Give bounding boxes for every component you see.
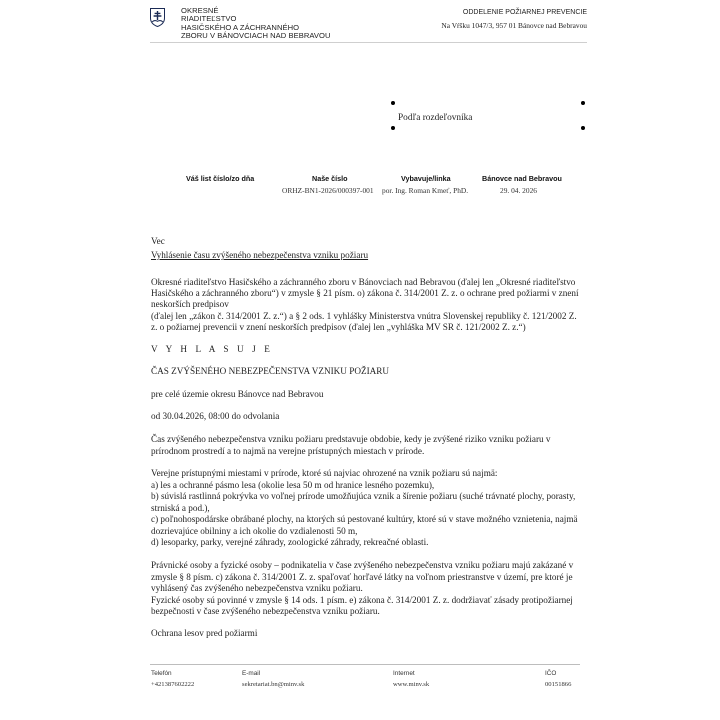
places-item: dozrievajúce obilniny a ich okolie do vzdialenosti 50 m, [151,526,358,536]
organization-line: OKRESNÉ [181,6,219,15]
footer-divider [150,664,580,665]
ico-label: IČO [545,670,557,677]
obligations-line: Fyzické osoby sú povinné v zmysle § 14 ods. 1 písm. e) zákona č. 314/2001 Z. z. dodržiavať zásady protipožiarnej [151,595,573,605]
intro-line: Hasičského a záchranného zboru“) v zmysle § 21 písm. o) zákona č. 314/2001 Z. z. o ochrane pred požiarmi v znení [151,288,579,298]
recipient: Podľa rozdeľovníka [398,113,473,123]
places-item: a) les a ochranné pásmo lesa (okolie lesa 50 m od hranice lesného pozemku), [151,480,435,490]
phone-label: Telefón [151,670,172,677]
subject-text: Vyhlásenie času zvýšeného nebezpečenstva vzniku požiaru [151,250,369,260]
obligations-line: bezpečnosti v čase zvýšeného nebezpečenstva vzniku požiaru. [151,606,380,616]
header-divider [150,42,587,43]
office-address: Na Vŕšku 1047/3, 957 01 Bánovce nad Bebravou [441,21,587,30]
handled-by-label: Vybavuje/linka [401,174,451,183]
letter-date: 29. 04. 2026 [500,186,537,195]
validity: od 30.04.2026, 08:00 do odvolania [151,411,280,421]
intro-line: Okresné riaditeľstvo Hasičského a záchranného zboru v Bánovciach nad Bebravou (ďalej len „Okresné riaditeľstvo [151,277,576,287]
definition-line: Čas zvýšeného nebezpečenstva vzniku požiaru predstavuje obdobie, kedy je zvýšené riziko vzniku požiaru v [151,434,551,444]
declaration-heading: ČAS ZVÝŠENÉHO NEBEZPEČENSTVA VZNIKU POŽIARU [151,366,390,376]
organization-line: RIADITEĽSTVO [181,14,237,24]
department-name: ODDELENIE POŽIARNEJ PREVENCIE [462,9,587,16]
phone-value: +421387602222 [151,681,195,688]
places-item: c) poľnohospodárske obrábané plochy, na ktorých sú pestované kultúry, ktoré sú v stave možného vznietenia, najmä [151,514,578,524]
address-window-corner [581,101,585,105]
obligations-line: vyhlásený čas zvýšeného nebezpečenstva vzniku požiaru. [151,583,363,593]
place-label: Bánovce nad Bebravou [482,174,562,183]
places-item: d) lesoparky, parky, verejné záhrady, zoologické záhrady, rekreačné oblasti. [151,537,429,547]
scope: pre celé územie okresu Bánovce nad Bebravou [151,389,324,399]
obligations-line: zmysle § 8 písm. c) zákona č. 314/2001 Z. z. spaľovať horľavé látky na voľnom priestranstve v území, pre ktoré je [151,572,573,582]
ico-value: 00151866 [545,681,572,688]
our-number-label: Naše číslo [312,174,348,183]
email-label: E-mail [242,670,261,677]
organization-line: HASIČSKÉHO A ZÁCHRANNÉHO [181,22,300,32]
intro-line: (ďalej len „zákon č. 314/2001 Z. z.“) a § 2 ods. 1 vyhlášky Ministerstva vnútra Slovenskej republiky č. 121/2002 Z. [151,311,577,321]
intro-line: z. o požiarnej prevencii v znení neskorších predpisov (ďalej len „vyhláška MV SR č. 121/2002 Z. z.“) [151,322,526,332]
places-intro: Verejne prístupnými miestami v prírode, ktoré sú najviac ohrozené na vznik požiaru sú najmä: [151,468,498,478]
address-window-corner [391,101,395,105]
places-item: b) súvislá rastlinná pokrývka vo voľnej prírode umožňujúca vznik a šírenie požiaru (suché trávnaté plochy, porasty, [151,491,576,501]
handled-by-value: por. Ing. Roman Kmeť, PhD. [382,186,469,195]
organization-line: ZBORU V BÁNOVCIACH NAD BEBRAVOU [181,31,331,41]
address-window-corner [581,126,585,130]
obligations-line: Právnické osoby a fyzické osoby – podnikatelia v čase zvýšeného nebezpečenstva vzniku požiaru majú zakázané v [151,560,574,570]
intro-line: neskorších predpisov [151,299,229,309]
subject-label: Vec [151,236,165,246]
organization-name [181,7,331,41]
places-item: strniská a pod.), [151,503,210,513]
address-window-corner [391,126,395,130]
definition-line: prírodnom prostredí a to najmä na verejne prístupných miestach v prírode. [151,446,425,456]
internet-label: Internet [393,670,415,677]
declaration: V Y H L A S U J E [151,344,273,354]
our-number-value: ORHZ-BN1-2026/000397-001 [282,186,374,195]
slovak-coat-of-arms-icon [150,8,165,27]
email-value: sekretariat.bn@minv.sk [242,681,305,688]
internet-value: www.minv.sk [393,681,430,688]
closing-heading: Ochrana lesov pred požiarmi [151,628,258,638]
your-letter-label: Váš list číslo/zo dňa [186,174,255,183]
